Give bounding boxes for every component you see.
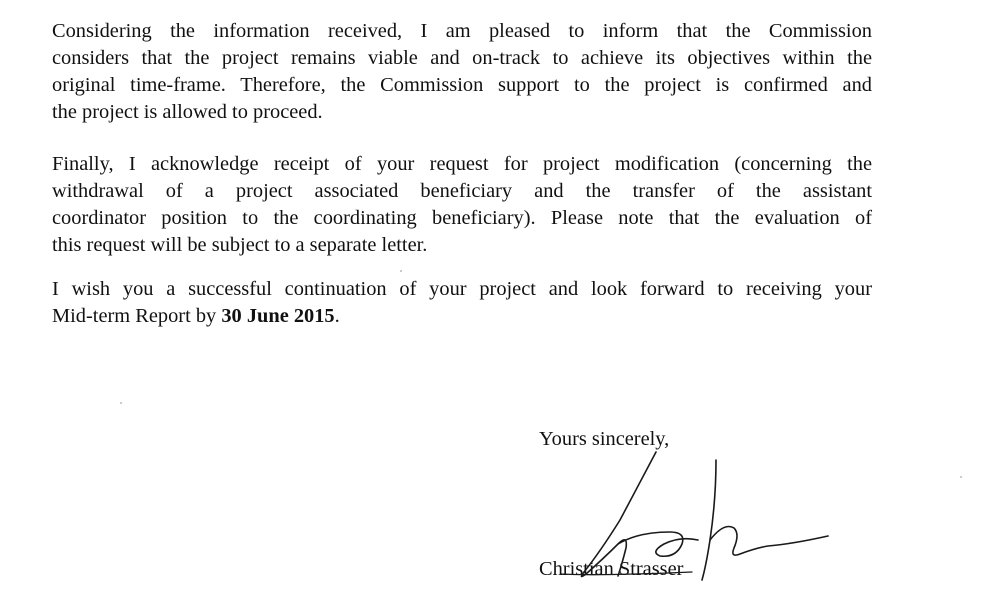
signature-stroke [618,532,698,556]
signature-stroke [702,460,716,580]
text-line: original time-frame. Therefore, the Commission support to the project is confirmed and [52,74,872,96]
signer-name: Christian Strasser [539,558,684,580]
text-line: considers that the project remains viable and on-track to achieve its objectives within the [52,47,872,69]
scan-speck [120,402,122,404]
text-line: Finally, I acknowledge receipt of your request for project modification (concerning the [52,153,872,175]
closing-salutation: Yours sincerely, [539,428,670,450]
text-line: the project is allowed to proceed. [52,101,323,123]
text-line: coordinator position to the coordinating beneficiary). Please note that the evaluation of [52,207,872,229]
report-deadline: 30 June 2015 [221,305,335,327]
scan-speck [400,270,402,272]
handwritten-signature [560,440,850,590]
scan-speck [960,476,962,478]
text-fragment: Mid-term Report by [52,305,222,327]
signature-stroke [560,572,692,575]
text-fragment: . [334,305,340,327]
paragraph-modification-request [52,151,872,259]
signature-stroke [710,527,828,556]
text-line: I wish you a successful continuation of your project and look forward to receiving your [52,278,872,300]
text-line [52,303,872,330]
text-line: withdrawal of a project associated beneficiary and the transfer of the assistant [52,180,872,202]
paragraph-continuation [52,276,872,330]
paragraph-project-viability [52,18,872,126]
text-line: Considering the information received, I am pleased to inform that the Commission [52,20,872,42]
text-line: this request will be subject to a separate letter. [52,234,428,256]
signature-stroke [581,452,656,577]
